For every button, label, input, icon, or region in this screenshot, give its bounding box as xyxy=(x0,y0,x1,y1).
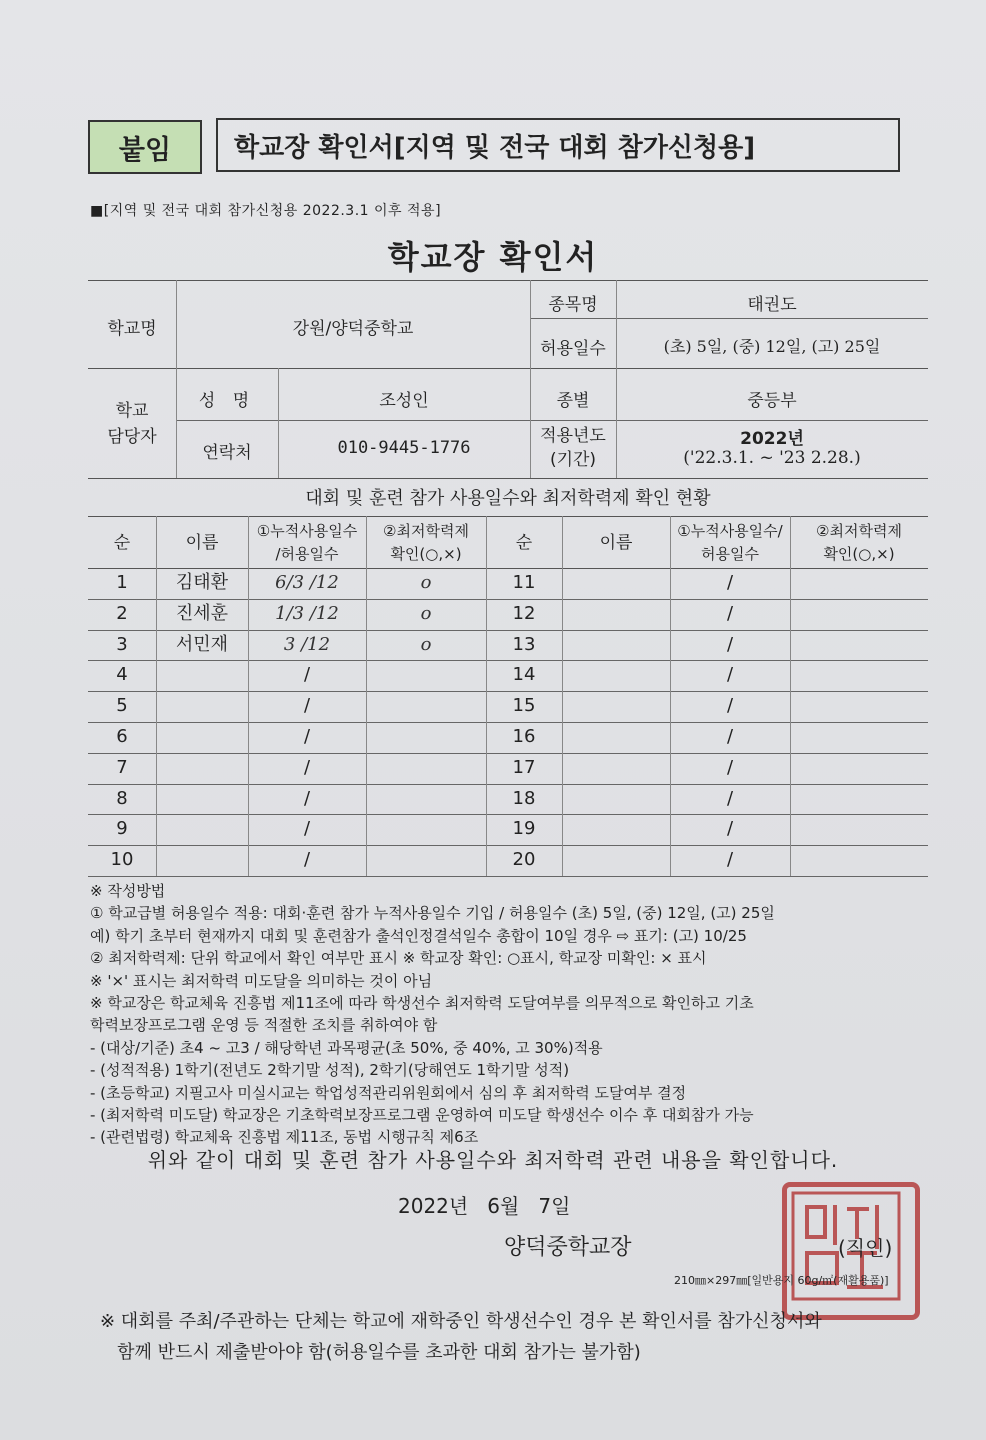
rule xyxy=(88,876,928,877)
table-cell xyxy=(562,660,670,691)
table-cell: / xyxy=(726,572,734,593)
category-label: 종별 xyxy=(556,391,590,411)
column-header: ②최저학력제 확인(○,×) xyxy=(816,522,902,563)
rule xyxy=(88,478,928,479)
table-cell xyxy=(156,753,248,784)
instruction-line: 학력보장프로그램 운영 등 적절한 조치를 취하여야 함 xyxy=(90,1016,438,1035)
table-cell xyxy=(562,814,670,845)
table-cell xyxy=(790,568,928,599)
attachment-tag: 붙임 xyxy=(88,120,202,174)
table-cell xyxy=(790,660,928,691)
table-cell: / xyxy=(726,818,734,840)
column-header: ①누적사용일수/ 허용일수 xyxy=(677,522,783,563)
column-header: ①누적사용일수 /허용일수 xyxy=(256,522,358,563)
table-cell xyxy=(562,568,670,599)
table-cell xyxy=(562,845,670,876)
table-cell: 5 xyxy=(116,695,128,717)
table-cell xyxy=(366,845,486,876)
contact-label: 연락처 xyxy=(202,443,252,463)
table-cell xyxy=(156,722,248,753)
table-cell: 6/3 /12 xyxy=(275,572,339,593)
rule xyxy=(530,318,928,319)
table-cell: / xyxy=(303,756,311,778)
rule xyxy=(176,420,928,421)
table-cell: 19 xyxy=(512,818,536,840)
table-cell: 13 xyxy=(512,633,536,655)
rule xyxy=(88,368,928,369)
instruction-line: - (대상/기준) 초4 ~ 고3 / 해당학년 과목평균(초 50%, 중 40%, 고 30%)적용 xyxy=(90,1038,603,1057)
table-cell xyxy=(790,630,928,661)
table-cell xyxy=(562,691,670,722)
table-cell xyxy=(562,753,670,784)
column-header: 순 xyxy=(113,532,131,553)
table-cell xyxy=(790,753,928,784)
table-cell: 8 xyxy=(116,787,128,809)
rule xyxy=(278,368,279,478)
table-cell: 16 xyxy=(512,726,536,747)
table-cell: 6 xyxy=(116,726,128,747)
table-cell xyxy=(366,722,486,753)
table-cell: o xyxy=(420,633,432,655)
applicability-note: ■[지역 및 전국 대회 참가신청용 2022.3.1 이후 적용] xyxy=(90,203,442,219)
footer-note xyxy=(100,1306,920,1368)
table-cell: / xyxy=(726,695,734,717)
table-cell: / xyxy=(726,726,734,747)
instruction-line: - (초등학교) 지필고사 미실시교는 학업성적관리위원회에서 심의 후 최저학력 도달여부 결정 xyxy=(90,1083,687,1102)
table-cell: / xyxy=(303,695,311,717)
table-cell: 20 xyxy=(512,849,536,871)
instruction-line: ※ 작성방법 xyxy=(90,882,166,900)
school-value: 강원/양덕중학교 xyxy=(292,319,414,339)
table-cell: 4 xyxy=(116,664,128,686)
table-cell: 1 xyxy=(116,572,128,593)
table-cell xyxy=(790,722,928,753)
instruction-line: ① 학교급별 허용일수 적용: 대회·훈련 참가 누적사용일수 기입 / 허용일수 (초) 5일, (중) 12일, (고) 25일 xyxy=(90,904,775,923)
confirmation-text: 위와 같이 대회 및 훈련 참가 사용일수와 최저학력 관련 내용을 확인합니다. xyxy=(147,1148,839,1172)
table-cell: 서민재 xyxy=(175,633,229,655)
table-cell: 15 xyxy=(512,695,536,717)
table-cell xyxy=(366,753,486,784)
instruction-line: - (최저학력 미도달) 학교장은 기초학력보장프로그램 운영하여 미도달 학생선수 이수 후 대회참가 가능 xyxy=(90,1106,754,1125)
table-cell xyxy=(366,660,486,691)
table-cell: 김태환 xyxy=(175,572,229,593)
school-label: 학교명 xyxy=(107,319,157,339)
header-title: 학교장 확인서[지역 및 전국 대회 참가신청용] xyxy=(216,118,900,172)
table-cell xyxy=(562,630,670,661)
table-cell: 3 /12 xyxy=(283,633,331,655)
table-cell xyxy=(562,599,670,630)
table-cell: 11 xyxy=(512,572,536,593)
name-label: 성 명 xyxy=(198,391,256,411)
table-cell: 3 xyxy=(116,633,128,655)
table-cell xyxy=(562,722,670,753)
table-cell: / xyxy=(726,664,734,686)
allowed-value: (초) 5일, (중) 12일, (고) 25일 xyxy=(663,337,881,356)
column-header: 이름 xyxy=(599,532,633,553)
table-cell xyxy=(790,691,928,722)
table-cell xyxy=(366,784,486,815)
instruction-line: ※ 학교장은 학교체육 진흥법 제11조에 따라 학생선수 최저학력 도달여부를 의무적으로 확인하고 기초 xyxy=(90,994,754,1013)
table-cell: / xyxy=(303,664,311,686)
principal-signer: 양덕중학교장 xyxy=(504,1235,632,1260)
table-cell xyxy=(156,814,248,845)
table-cell: / xyxy=(726,633,734,655)
paper-spec: 210㎜×297㎜[일반용지 60g/㎡(재활용품)] xyxy=(674,1274,889,1287)
table-cell: o xyxy=(420,572,432,593)
instruction-line: - (관련법령) 학교체육 진흥법 제11조, 동법 시행규칙 제6조 xyxy=(90,1128,479,1147)
table-cell: 12 xyxy=(512,602,536,624)
signing-date: 2022년 6월 7일 xyxy=(398,1194,571,1218)
sport-label: 종목명 xyxy=(548,295,598,315)
table-cell: / xyxy=(726,602,734,624)
contact-value: 010-9445-1776 xyxy=(337,438,471,458)
column-header: 순 xyxy=(515,532,533,553)
year-label: 적용년도 (기간) xyxy=(540,426,606,470)
status-title: 대회 및 훈련 참가 사용일수와 최저학력제 확인 현황 xyxy=(305,488,711,509)
table-cell: 7 xyxy=(116,756,128,778)
rule xyxy=(88,516,928,517)
year-period: ('22.3.1. ~ '23 2.28.) xyxy=(683,448,861,468)
table-cell xyxy=(562,784,670,815)
table-cell: / xyxy=(303,787,311,809)
instruction-line: 예) 학기 초부터 현재까지 대회 및 훈련참가 출석인정결석일수 총합이 10일 경우 ⇨ 표기: (고) 10/25 xyxy=(90,926,747,945)
table-cell: 10 xyxy=(110,849,134,871)
manager-label: 학교 담당자 xyxy=(107,401,157,447)
seal-label: (직인) xyxy=(838,1236,893,1260)
table-cell xyxy=(790,599,928,630)
instructions xyxy=(90,880,930,1149)
sport-value: 태권도 xyxy=(747,295,797,315)
table-cell xyxy=(156,845,248,876)
table-cell xyxy=(156,784,248,815)
table-cell: / xyxy=(303,726,311,747)
table-cell xyxy=(156,691,248,722)
table-cell xyxy=(366,814,486,845)
allowed-label: 허용일수 xyxy=(540,339,606,359)
column-header: ②최저학력제 확인(○,×) xyxy=(383,522,469,563)
table-cell xyxy=(366,691,486,722)
table-cell: 9 xyxy=(116,818,128,840)
rule xyxy=(88,280,928,281)
table-cell: 17 xyxy=(512,756,536,778)
year-value: 2022년 xyxy=(740,429,804,449)
table-cell: 14 xyxy=(512,664,536,686)
instruction-line: ② 최저학력제: 단위 학교에서 확인 여부만 표시 ※ 학교장 확인: ○표시, 학교장 미확인: × 표시 xyxy=(90,949,707,968)
name-value: 조성인 xyxy=(379,391,429,411)
table-cell: / xyxy=(303,818,311,840)
instruction-line: ※ '×' 표시는 최저학력 미도달을 의미하는 것이 아님 xyxy=(90,971,433,990)
footer-line: 함께 반드시 제출받아야 함(허용일수를 초과한 대회 참가는 불가함) xyxy=(100,1342,641,1363)
table-cell: 1/3 /12 xyxy=(275,602,339,624)
column-header: 이름 xyxy=(185,532,219,553)
table-cell: 2 xyxy=(116,602,128,624)
table-cell xyxy=(790,845,928,876)
instruction-line: - (성적적용) 1학기(전년도 2학기말 성적), 2학기(당해연도 1학기말 성적) xyxy=(90,1061,570,1080)
table-cell xyxy=(790,814,928,845)
table-cell xyxy=(156,660,248,691)
table-cell: / xyxy=(726,849,734,871)
table-cell: 18 xyxy=(512,787,536,809)
table-cell: / xyxy=(303,849,311,871)
table-cell: / xyxy=(726,787,734,809)
table-cell: o xyxy=(420,602,432,624)
footer-line: ※ 대회를 주최/주관하는 단체는 학교에 재학중인 학생선수인 경우 본 확인서를 참가신청서와 xyxy=(100,1311,822,1332)
table-cell xyxy=(790,784,928,815)
table-cell: 진세훈 xyxy=(175,602,229,624)
table-cell: / xyxy=(726,756,734,778)
category-value: 중등부 xyxy=(747,391,797,411)
document-title: 학교장 확인서 xyxy=(387,238,599,276)
